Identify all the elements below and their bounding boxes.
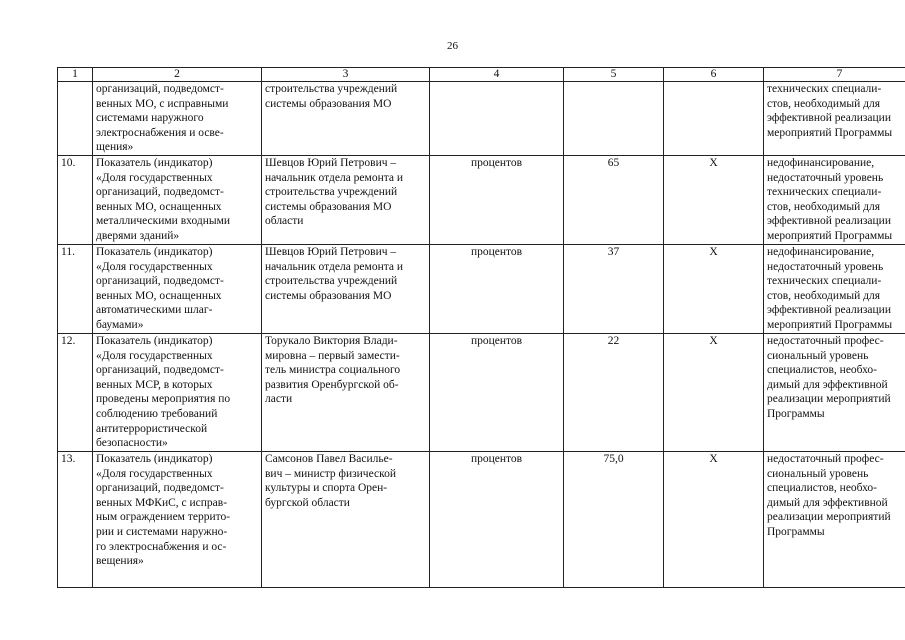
mark-cell: X [664, 245, 764, 334]
risks-cell: недофинансирование, недостаточный уровень технических специали- стов, необходимый для эффективной реализации мероприятий Программы [764, 245, 905, 334]
table-row [58, 82, 905, 156]
value-cell: 22 [564, 334, 664, 452]
mark-cell: X [664, 334, 764, 452]
value-cell: 75,0 [564, 452, 664, 588]
indicators-table [57, 67, 905, 588]
mark-cell: X [664, 156, 764, 245]
row-number: 11. [58, 245, 93, 334]
risks-cell: технических специали- стов, необходимый для эффективной реализации мероприятий Программы [764, 82, 905, 156]
value-cell [564, 82, 664, 156]
column-header: 3 [262, 68, 430, 82]
column-header: 4 [430, 68, 564, 82]
indicator-cell: Показатель (индикатор) «Доля государственных организаций, подведомст- венных МО, оснащенных автоматическими шлаг- баумами» [93, 245, 262, 334]
indicator-cell: Показатель (индикатор) «Доля государственных организаций, подведомст- венных МСР, в которых проведены мероприятия по соблюдению требований антитеррористической безопасности» [93, 334, 262, 452]
risks-cell: недофинансирование, недостаточный уровень технических специали- стов, необходимый для эффективной реализации мероприятий Программы [764, 156, 905, 245]
header-row [58, 68, 905, 82]
table-row [58, 245, 905, 334]
unit-cell: процентов [430, 334, 564, 452]
responsible-cell: Самсонов Павел Васильe- вич – министр физической культуры и спорта Орен- бургской области [262, 452, 430, 588]
value-cell: 37 [564, 245, 664, 334]
row-number: 13. [58, 452, 93, 588]
risks-cell: недостаточный профес- сиональный уровень специалистов, необхо- димый для эффективной реализации мероприятий Программы [764, 334, 905, 452]
table-row [58, 452, 905, 588]
table-row [58, 334, 905, 452]
row-number: 10. [58, 156, 93, 245]
mark-cell [664, 82, 764, 156]
row-number [58, 82, 93, 156]
column-header: 6 [664, 68, 764, 82]
responsible-cell: строительства учреждений системы образования МО [262, 82, 430, 156]
indicator-cell: Показатель (индикатор) «Доля государственных организаций, подведомст- венных МФКиС, с исправ- ным ограждением террито- рии и системами наружно- го электроснабжения и ос- вещения» [93, 452, 262, 588]
column-header: 7 [764, 68, 905, 82]
unit-cell [430, 82, 564, 156]
row-number: 12. [58, 334, 93, 452]
responsible-cell: Шевцов Юрий Петрович – начальник отдела ремонта и строительства учреждений системы образования МО области [262, 156, 430, 245]
unit-cell: процентов [430, 452, 564, 588]
unit-cell: процентов [430, 156, 564, 245]
unit-cell: процентов [430, 245, 564, 334]
column-header: 1 [58, 68, 93, 82]
responsible-cell: Торукало Виктория Влади- мировна – первый замести- тель министра социального развития Оренбургской об- ласти [262, 334, 430, 452]
mark-cell: X [664, 452, 764, 588]
page-number: 26 [447, 40, 458, 52]
column-header: 2 [93, 68, 262, 82]
responsible-cell: Шевцов Юрий Петрович – начальник отдела ремонта и строительства учреждений системы образования МО [262, 245, 430, 334]
table-row [58, 156, 905, 245]
value-cell: 65 [564, 156, 664, 245]
risks-cell: недостаточный профес- сиональный уровень специалистов, необхо- димый для эффективной реализации мероприятий Программы [764, 452, 905, 588]
column-header: 5 [564, 68, 664, 82]
indicator-cell: организаций, подведомст- венных МО, с исправными системами наружного электроснабжения и осве- щения» [93, 82, 262, 156]
indicator-cell: Показатель (индикатор) «Доля государственных организаций, подведомст- венных МО, оснащенных металлическими входными дверями зданий» [93, 156, 262, 245]
